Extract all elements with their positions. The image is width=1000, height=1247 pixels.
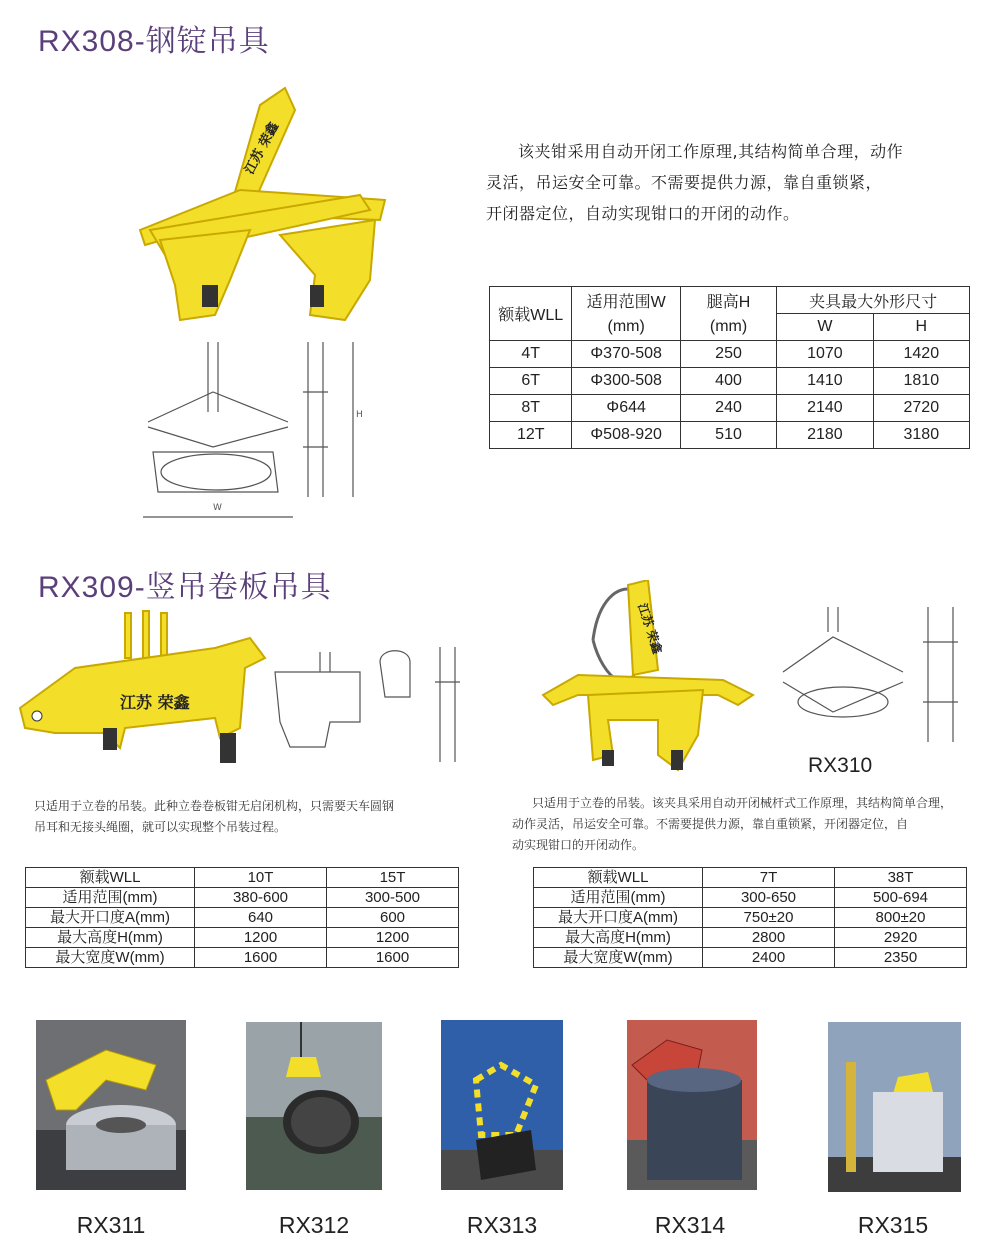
table-row xyxy=(26,868,459,888)
table-cell: 1600 xyxy=(195,948,327,968)
table-header: 额载WLL xyxy=(26,868,195,888)
rx308-desc-line: 开闭器定位，自动实现钳口的开闭的动作。 xyxy=(486,204,800,223)
table-cell: 2180 xyxy=(777,422,873,449)
table-cell: 适用范围(mm) xyxy=(26,888,195,908)
table-cell: 最大开口度A(mm) xyxy=(26,908,195,928)
table-row xyxy=(26,908,459,928)
rx312-photo xyxy=(246,1022,382,1190)
rx310-description xyxy=(512,793,992,856)
rx309-description xyxy=(34,796,464,838)
table-cell: 最大宽度W(mm) xyxy=(26,948,195,968)
table-cell: 500-694 xyxy=(835,888,967,908)
rx310-spec-table xyxy=(533,867,967,968)
table-cell: 800±20 xyxy=(835,908,967,928)
table-cell: 240 xyxy=(680,395,776,422)
rx309-desc-line: 只适用于立卷的吊装。此种立卷卷板钳无启闭机构，只需要天车圆钢 xyxy=(34,799,395,813)
table-cell: 400 xyxy=(680,368,776,395)
rx308-brand: 江苏 荣鑫 xyxy=(242,119,283,177)
table-cell: 380-600 xyxy=(195,888,327,908)
table-cell: 510 xyxy=(680,422,776,449)
table-row xyxy=(534,908,967,928)
rx313-photo xyxy=(441,1020,563,1190)
table-cell: 12T xyxy=(490,422,572,449)
table-header: W xyxy=(777,314,873,341)
svg-text:W: W xyxy=(213,503,222,513)
rx308-title: RX308-钢锭吊具 xyxy=(38,25,270,58)
table-cell: 300-650 xyxy=(703,888,835,908)
table-header: 10T xyxy=(195,868,327,888)
table-cell: 1200 xyxy=(195,928,327,948)
photo-caption-rx311: RX311 xyxy=(76,1212,146,1238)
table-cell: 2720 xyxy=(873,395,969,422)
table-cell: 1810 xyxy=(873,368,969,395)
table-cell: 1070 xyxy=(777,341,873,368)
table-cell: 1420 xyxy=(873,341,969,368)
table-header: 7T xyxy=(703,868,835,888)
table-header: 夹具最大外形尺寸 xyxy=(777,287,970,314)
rx309-technical-drawing xyxy=(270,642,470,767)
svg-text:H: H xyxy=(356,410,363,420)
rx308-clamp-photo xyxy=(130,80,390,325)
rx309-desc-line: 吊耳和无接头绳圈，就可以实现整个吊装过程。 xyxy=(34,820,287,834)
rx309-spec-table xyxy=(25,867,459,968)
table-row xyxy=(490,368,970,395)
table-cell: 适用范围(mm) xyxy=(534,888,703,908)
photo-caption-rx313: RX313 xyxy=(466,1212,538,1238)
photo-caption-rx314: RX314 xyxy=(654,1212,726,1238)
table-header: 15T xyxy=(327,868,459,888)
rx315-photo xyxy=(828,1022,961,1192)
photo-caption-rx312: RX312 xyxy=(278,1212,350,1238)
rx310-clamp-photo xyxy=(538,580,763,780)
rx310-technical-drawing xyxy=(778,602,973,747)
table-header: 适用范围W xyxy=(572,287,680,314)
table-row xyxy=(534,888,967,908)
table-cell: 6T xyxy=(490,368,572,395)
table-cell: 2350 xyxy=(835,948,967,968)
rx309-title: RX309-竖吊卷板吊具 xyxy=(38,571,332,604)
rx308-desc-line: 灵活，吊运安全可靠。不需要提供力源，靠自重锁紧， xyxy=(486,173,883,192)
table-cell: 750±20 xyxy=(703,908,835,928)
table-cell: 250 xyxy=(680,341,776,368)
table-header: (mm) xyxy=(572,314,680,341)
rx314-photo xyxy=(627,1020,757,1190)
rx309-brand: 江苏 荣鑫 xyxy=(120,693,190,712)
table-cell: 8T xyxy=(490,395,572,422)
table-cell: Φ644 xyxy=(572,395,680,422)
table-header: 额载WLL xyxy=(534,868,703,888)
table-cell: 2400 xyxy=(703,948,835,968)
table-header: (mm) xyxy=(680,314,776,341)
table-row xyxy=(490,395,970,422)
table-cell: 600 xyxy=(327,908,459,928)
table-row xyxy=(26,928,459,948)
table-cell: 最大高度H(mm) xyxy=(534,928,703,948)
table-row xyxy=(26,948,459,968)
table-cell: 2140 xyxy=(777,395,873,422)
photo-caption-rx315: RX315 xyxy=(857,1212,929,1238)
rx310-desc-line: 只适用于立卷的吊装。该夹具采用自动开闭械杆式工作原理，其结构简单合理， xyxy=(532,796,953,810)
table-cell: 640 xyxy=(195,908,327,928)
table-cell: Φ508-920 xyxy=(572,422,680,449)
rx309-clamp-photo xyxy=(15,608,275,773)
table-row xyxy=(534,948,967,968)
table-row xyxy=(490,422,970,449)
table-cell: 最大开口度A(mm) xyxy=(534,908,703,928)
table-cell: Φ300-508 xyxy=(572,368,680,395)
rx311-photo xyxy=(36,1020,186,1190)
table-cell: 1600 xyxy=(327,948,459,968)
table-cell: 4T xyxy=(490,341,572,368)
rx310-desc-line: 动实现钳口的开闭动作。 xyxy=(512,838,645,852)
table-cell: 3180 xyxy=(873,422,969,449)
rx310-brand: 江苏 荣鑫 xyxy=(635,601,665,656)
rx310-label: RX310 xyxy=(808,754,873,777)
table-cell: 2800 xyxy=(703,928,835,948)
table-row xyxy=(490,341,970,368)
table-cell: Φ370-508 xyxy=(572,341,680,368)
rx310-desc-line: 动作灵活，吊运安全可靠。不需要提供力源，靠自重锁紧，开闭器定位，自 xyxy=(512,817,909,831)
table-cell: 2920 xyxy=(835,928,967,948)
rx308-description xyxy=(486,136,966,229)
table-cell: 最大宽度W(mm) xyxy=(534,948,703,968)
table-row xyxy=(534,868,967,888)
table-cell: 最大高度H(mm) xyxy=(26,928,195,948)
table-cell: 1410 xyxy=(777,368,873,395)
table-header: 腿高H xyxy=(680,287,776,314)
table-header: 38T xyxy=(835,868,967,888)
rx308-technical-drawing xyxy=(138,332,378,522)
table-cell: 300-500 xyxy=(327,888,459,908)
rx308-desc-line: 该夹钳采用自动开闭工作原理,其结构简单合理，动作 xyxy=(518,142,904,161)
table-header: 额载WLL xyxy=(490,287,572,341)
table-row xyxy=(534,928,967,948)
rx308-spec-table xyxy=(489,286,970,449)
table-row xyxy=(26,888,459,908)
table-header: H xyxy=(873,314,969,341)
table-cell: 1200 xyxy=(327,928,459,948)
